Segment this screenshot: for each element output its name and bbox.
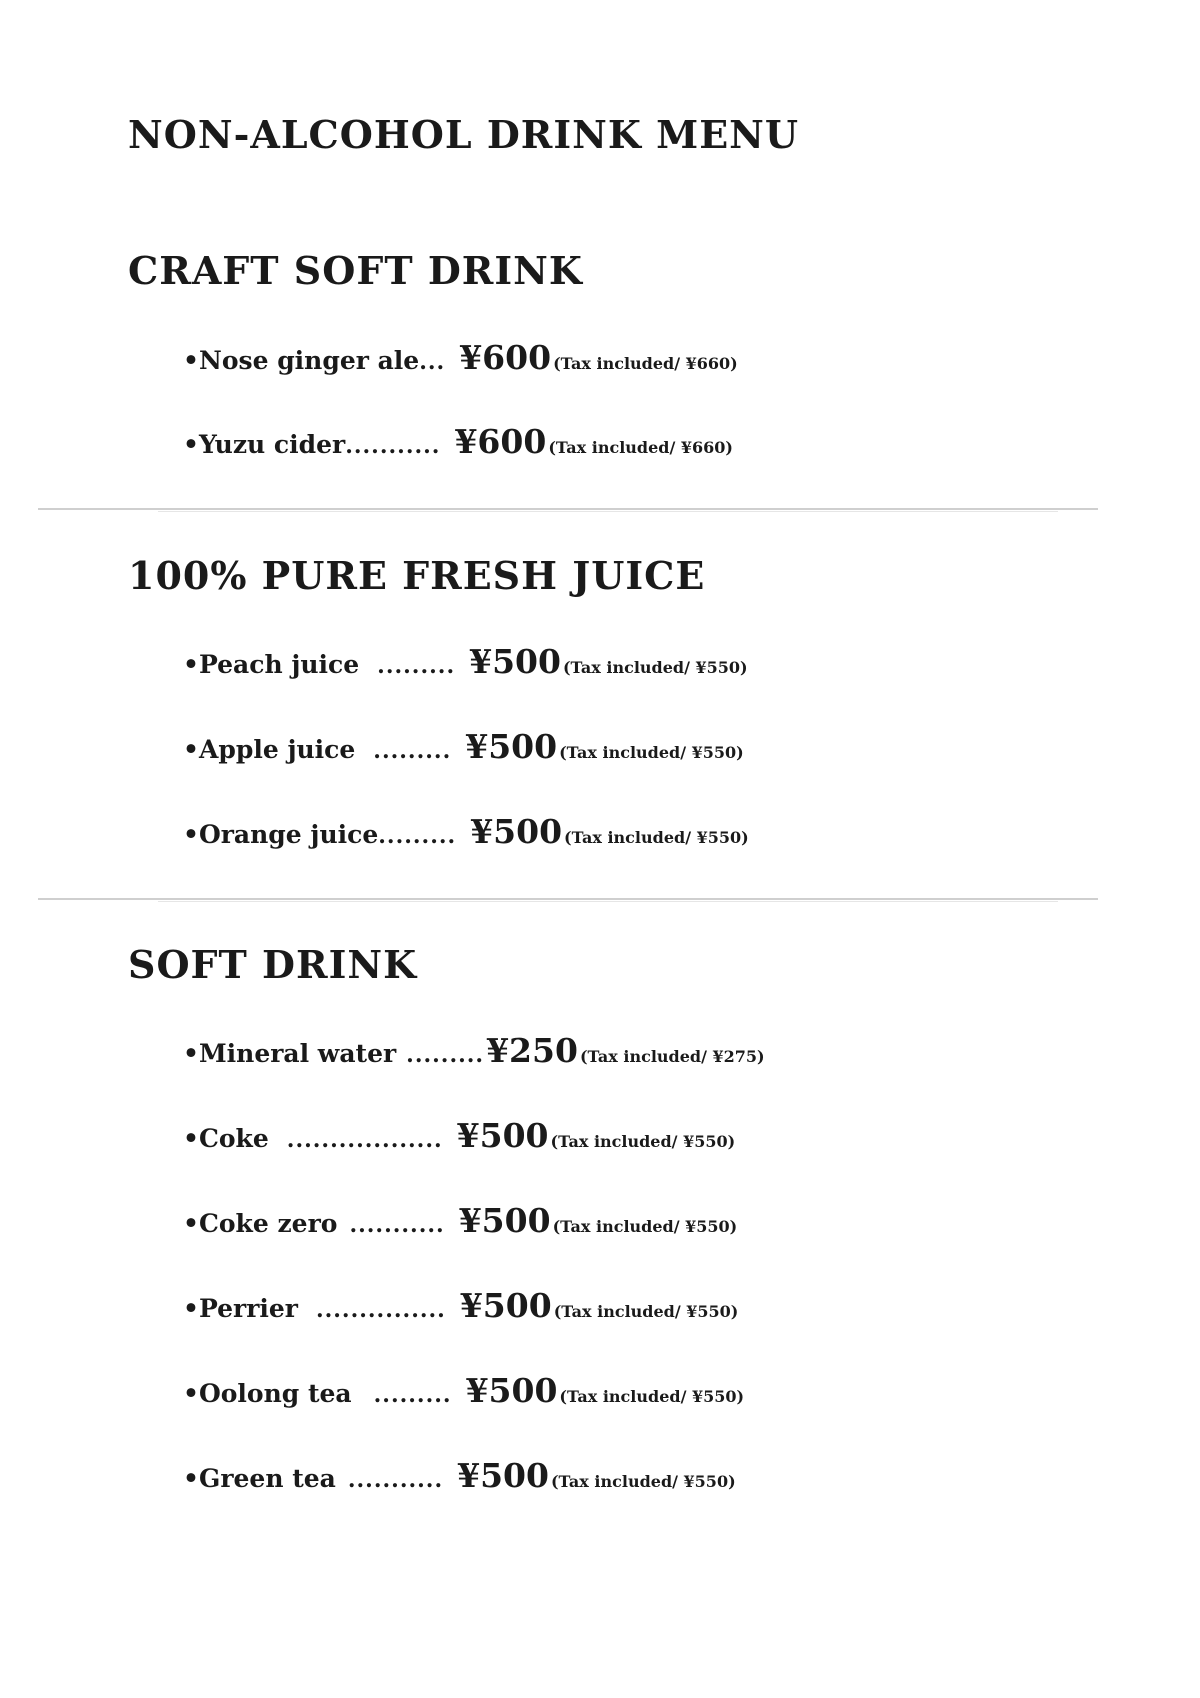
item-tax-note: (Tax included/ ¥550) [552, 1217, 738, 1236]
item-leader-dots: ......... [373, 738, 452, 764]
item-price: ¥250 [486, 1031, 578, 1070]
menu-item [183, 1456, 736, 1496]
item-leader-dots: ........... [345, 433, 441, 459]
item-name: Green tea [198, 1464, 336, 1493]
item-tax-note: (Tax included/ ¥660) [553, 354, 738, 373]
item-name: Peach juice [198, 650, 360, 679]
item-leader-dots: ........... [347, 1467, 444, 1493]
item-tax-note: (Tax included/ ¥550) [564, 828, 749, 847]
item-leader-dots: ... [419, 349, 446, 375]
item-name: Oolong tea [198, 1379, 352, 1408]
item-leader-dots: ......... [378, 823, 457, 849]
item-name: Yuzu cider [198, 430, 346, 459]
menu-item [183, 1116, 735, 1156]
item-bullet: • [183, 1464, 199, 1493]
item-price: ¥500 [458, 1201, 551, 1240]
item-price: ¥500 [456, 1116, 549, 1155]
item-price: ¥500 [459, 1286, 552, 1325]
section-divider [38, 898, 1098, 900]
menu-item [183, 1201, 737, 1241]
item-tax-note: (Tax included/ ¥660) [548, 438, 733, 457]
item-name: Coke zero [198, 1209, 338, 1238]
item-leader-dots: ......... [406, 1042, 485, 1068]
item-name: Nose ginger ale [198, 346, 420, 375]
item-bullet: • [183, 1039, 199, 1068]
menu-item [183, 422, 733, 462]
menu-item [183, 338, 738, 378]
item-tax-note: (Tax included/ ¥275) [579, 1047, 765, 1066]
item-tax-note: (Tax included/ ¥550) [550, 1132, 736, 1151]
item-bullet: • [183, 1379, 199, 1408]
item-price: ¥500 [470, 812, 563, 851]
item-bullet: • [183, 650, 199, 679]
section-title-craft-soft-drink: CRAFT SOFT DRINK [128, 248, 583, 293]
item-price: ¥500 [469, 642, 561, 681]
item-name: Apple juice [198, 735, 356, 764]
item-leader-dots: ......... [373, 1382, 452, 1408]
item-tax-note: (Tax included/ ¥550) [562, 658, 748, 677]
item-tax-note: (Tax included/ ¥550) [553, 1302, 739, 1321]
item-price: ¥600 [459, 338, 552, 377]
item-tax-note: (Tax included/ ¥550) [559, 1387, 745, 1406]
item-name: Mineral water [198, 1039, 397, 1068]
item-price: ¥600 [454, 422, 547, 461]
menu-item [183, 1371, 744, 1411]
item-leader-dots: ........... [349, 1212, 445, 1238]
item-price: ¥500 [457, 1456, 549, 1495]
item-tax-note: (Tax included/ ¥550) [559, 743, 744, 762]
item-price: ¥500 [465, 1371, 558, 1410]
menu-title: NON-ALCOHOL DRINK MENU [128, 112, 800, 157]
item-name: Orange juice [198, 820, 379, 849]
item-bullet: • [183, 346, 199, 375]
item-bullet: • [183, 430, 199, 459]
item-bullet: • [183, 820, 199, 849]
item-tax-note: (Tax included/ ¥550) [550, 1472, 736, 1491]
menu-item [183, 1031, 765, 1071]
item-bullet: • [183, 1209, 199, 1238]
item-leader-dots: ......... [377, 653, 456, 679]
menu-item [183, 1286, 738, 1326]
section-title-pure-fresh-juice: 100% PURE FRESH JUICE [128, 553, 706, 598]
item-bullet: • [183, 1124, 199, 1153]
item-name: Coke [198, 1124, 269, 1153]
item-leader-dots: ............... [315, 1297, 446, 1323]
section-title-soft-drink: SOFT DRINK [128, 942, 418, 987]
item-bullet: • [183, 1294, 199, 1323]
section-divider [38, 508, 1098, 510]
item-price: ¥500 [465, 727, 558, 766]
item-bullet: • [183, 735, 199, 764]
menu-item [183, 812, 749, 852]
menu-item [183, 727, 744, 767]
menu-item [183, 642, 748, 682]
item-name: Perrier [198, 1294, 298, 1323]
item-leader-dots: .................. [286, 1127, 443, 1153]
